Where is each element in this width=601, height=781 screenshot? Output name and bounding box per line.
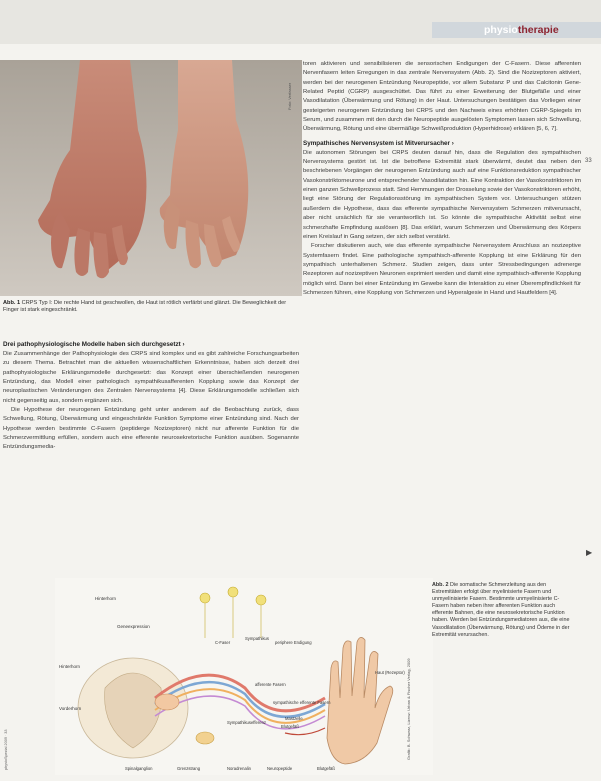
left-para-1: Die Zusammenhänge der Pathophysiologie des CRPS sind komplex und es gibt zahlreiche Forschungsarbeiten zu diesem Thema. Betrachtet man die aktuellen wissenschaftlichen Erkenntnisse, haben sich derzeit drei pathophysiologische Erklärungsmodelle durchgesetzt: das Konzept einer überschießenden neurogenen Entzündung, das Modell einer pathologisch sympathikusafferenten Kopplung sowie das Konzept der neuroplastischen Veränderungen des Zentralen Nervensystems [4]. Diese Erklärungsmodelle schließen sich nicht gegenseitig aus, sondern ergänzen sich. — [3, 351, 299, 404]
figure-caption-text: Die somatische Schmerzleitung aus den Extremitäten erfolgt über myelinisierte Fasern und unmyelinisierte Fasern. Bestimmte unmyelinisierte C-Fasern haben neben ihrer afferenten Funktion auch efferente Bahnen, die eine neurosekretorische Funktion haben. Werden bei Entzündungsmediatoren aus, die eine Vasodilatation (Überwärmung, Rötung) und Ödeme in der Extremität verursachen. — [432, 582, 570, 638]
right-column — [303, 60, 581, 298]
label-vessel: Blutgefäß — [281, 724, 299, 729]
right-para-1: toren aktivieren und sensibilisieren die sensorischen Endigungen der C-Fasern. Diese afferenten Nervenfasern leiten Erregungen in das zentrale Nervensystem (Abb. 2). Sind die Nozizeptoren aktiviert, werden bei der neurogenen Entzündung Neuropeptide, vor allem Substanz P und das Calcitonin Gene-Related Peptid (CGRP) ausgeschüttet. Das führt zu einer Erweiterung der Blutgefäße und einer Vasodilatation (Überwärmung und Rötung) in der Haut. Untersuchungen bestätigen das Vorliegen einer gesteigerten neurogenen Entzündung bei CRPS und den Nachweis eines erhöhten CGRP-Spiegels im Serum, und zusammen mit den durch die Neuropeptide ausgelösten Symptomen lassen sich Schwellung, Überwärmung, Rötung und eine übermäßige Schweißproduktion (Hyperhidrose) erklären [5, 6, 7]. — [303, 61, 581, 133]
left-heading: Drei pathophysiologische Modelle haben sich durchgesetzt › — [3, 341, 185, 348]
photo-caption-text: CRPS Typ I: Die rechte Hand ist geschwollen, die Haut ist rötlich verfärbt und glänzt. Die Beweglichkeit der Finger ist stark eingeschränkt. — [3, 300, 287, 314]
continue-arrow-icon: ▶ — [586, 548, 593, 557]
photo-credit: Foto: Verfasser — [287, 82, 292, 110]
label-peripheral-top: periphere Endigung — [275, 640, 312, 645]
label-ventral-horn: Vorderhorn — [59, 706, 82, 711]
hands-illustration — [0, 60, 302, 296]
figure-caption — [432, 582, 572, 639]
label-bottom-3: Noradrenalin — [227, 766, 251, 771]
right-para-2: Die autonomen Störungen bei CRPS deuten darauf hin, dass die Regulation des sympathischen Nervensystems gestört ist. Ist die betroffene Extremität stark überwärmt, deutet das neben den beschriebenen Vorgängen der neurogenen Entzündung auch auf eine Funktionsreduktion sympathischer Vasokonstriktorneurone und entsprechender Vasodilatation hin. Eine Kontraktion der Vasokonstriktoren im einen ganzen Schwellprozess statt. Sind Hemmungen der Drosselung sowie der Vasokonstriktoren erhöht, liegt eine Störung der Regulationsstörung im sympathischen System vor. Untersuchungen stützen außerdem die Hypothese, dass das efferente sympathische Nervensystem Schmerzen mitverursacht, aber nicht ursächlich für sie verantwortlich ist. So könnte die sympathische Aktivität selbst eine schmerzhafte Empfindung auslösen [8]. Das erklärt, warum Schmerzen und Überwärmung des Körpers einen Kreislauf in Gang setzen, der sich selbst verstärkt. — [303, 149, 581, 240]
photo-caption-label: Abb. 1 — [3, 300, 21, 306]
page-number: 33 — [585, 158, 592, 164]
label-bottom-4: Neuropeptide — [267, 766, 293, 771]
hands-photo — [0, 60, 302, 296]
left-para-2: Die Hypothese der neurogenen Entzündung geht unter anderem auf die Beobachtung zurück, dass Schwellung, Rötung, Überwärmung und eingeschränkte Funktion Symptome einer Entzündung sind. Nach der Hypothese werden bestimmte C-Fasern (peptiderge Nozizeptoren) nicht nur afferente Funktion für die Schmerzvermittlung erfüllen, sondern auch eine efferente neurosekretorische Funktion ausüben. Sogenannte Entzündungsmedia- — [3, 407, 299, 451]
label-nerve-terminal: Mastzelle — [285, 716, 303, 721]
label-bottom-1: Spinalganglion — [125, 766, 153, 771]
brand-logo: physiotherapie — [484, 24, 559, 36]
label-gene: Geneexpression — [117, 624, 150, 629]
label-skin: Haut (Rezeptor) — [375, 670, 405, 675]
label-sympathetic: Sympathikus — [245, 636, 269, 641]
label-afferent: afferente Fasern — [255, 682, 286, 687]
label-hinterhorn-top: Hinterhorn — [95, 596, 117, 601]
label-c-fiber: C-Faser — [215, 640, 231, 645]
label-bottom-2: Grenzstrang — [177, 766, 201, 771]
side-note: physioSpezial 2009 · 33 — [4, 729, 8, 770]
left-column — [3, 340, 299, 453]
figure-credit: Grafik: B. Schwarz, Lizenz: Urban & Fischer Verlag, 2009 — [406, 658, 411, 760]
photo-caption — [3, 300, 299, 314]
figure-caption-label: Abb. 2 — [432, 582, 449, 588]
nerve-diagram-svg — [55, 578, 433, 775]
right-heading-2: Sympathisches Nervensystem ist Mitverursacher › — [303, 139, 454, 147]
label-dorsal-horn: Hinterhorn — [59, 664, 81, 669]
nerve-diagram — [55, 578, 433, 775]
label-small: Sympathikusefferenz — [227, 720, 267, 725]
label-bottom-5: Blutgefäß — [317, 766, 335, 771]
right-para-3: Forscher diskutieren auch, wie das efferente sympathische Nervensystem Anschluss an nozizeptive Systemfasern findet. Eine pathologische sympathisch-afferente Kopplung ist eine Erklärung für den sympathisch unterhaltenen Schmerz. Studien zeigen, dass unter Stressbedingungen adrenerge Rezeptoren auf nozizeptiven Neuronen exprimiert werden und damit eine sympathisch-afferente Kopplung möglich wird. Dann bei einer Entzündung im Gewebe kann die Interaktion zu einer Überempfindlichkeit für Schmerzen führen, eine Kopplung von Schmerzen und Hyperalgesie in Hand und Hautfeldern [4]. — [303, 243, 581, 296]
label-efferent: sympathische efferente Fasern — [273, 700, 331, 705]
